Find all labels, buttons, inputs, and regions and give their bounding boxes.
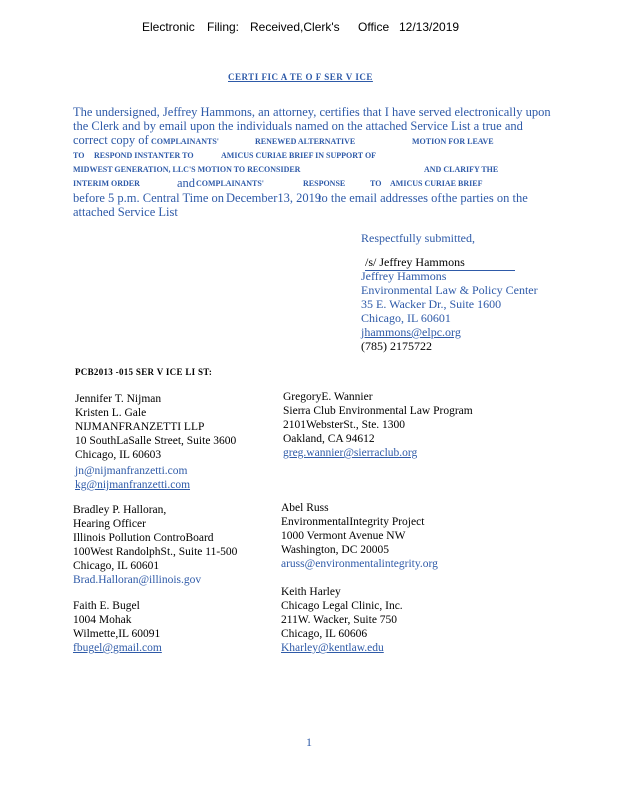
signer-email-link[interactable]: jhammons@elpc.org	[361, 325, 461, 339]
email-link[interactable]: jn@nijmanfranzetti.com	[75, 465, 188, 477]
doc-title-clarify: AND CLARIFY THE	[424, 165, 499, 174]
doc-title-amicus: AMICUS CURIAE BRIEF IN SUPPORT OF	[221, 151, 377, 160]
body-line-8: attached Service List	[73, 205, 178, 219]
email-link[interactable]: greg.wannier@sierraclub.org	[283, 447, 418, 459]
body-line-7-mid: to the email addresses of	[318, 191, 442, 205]
service-entry	[75, 392, 236, 492]
body-line-3-start: correct copy of	[73, 133, 149, 147]
body-line-7-end: the parties on the	[442, 191, 528, 205]
doc-title-interim: INTERIM ORDER	[73, 179, 140, 188]
entry-line: Washington, DC 20005	[281, 544, 390, 556]
doc-title-renewed: RENEWED ALTERNATIVE	[255, 137, 356, 146]
entry-line: GregoryE. Wannier	[283, 391, 373, 403]
entry-line: Chicago, IL 60601	[73, 560, 160, 572]
signer-name: Jeffrey Hammons	[361, 269, 447, 283]
body-date: December13, 2019	[226, 191, 322, 205]
doc-title-to: TO	[73, 151, 85, 160]
service-entry	[73, 599, 162, 655]
email-link[interactable]: aruss@environmentalintegrity.org	[281, 558, 438, 570]
page-number: 1	[306, 735, 312, 749]
entry-line: Chicago Legal Clinic, Inc.	[281, 600, 403, 612]
entry-line: 1000 Vermont Avenue NW	[281, 530, 406, 542]
entry-line: 2101WebsterSt., Ste. 1300	[283, 419, 406, 431]
signer-address-line-2: Chicago, IL 60601	[361, 311, 451, 325]
doc-title-respond: RESPOND INSTANTER TO	[94, 151, 194, 160]
email-link[interactable]: Brad.Halloran@illinois.gov	[73, 574, 202, 586]
header-filing: Filing:	[207, 20, 240, 34]
entry-line: 100West RandolphSt., Suite 11-500	[73, 546, 238, 558]
entry-line: Bradley P. Halloran,	[73, 504, 167, 516]
signer-address-line-1: 35 E. Wacker Dr., Suite 1600	[361, 297, 502, 311]
entry-line: 211W. Wacker, Suite 750	[281, 614, 398, 626]
service-entry	[73, 503, 237, 587]
signature-line: /s/ Jeffrey Hammons	[365, 255, 515, 271]
email-link[interactable]: Kharley@kentlaw.edu	[281, 642, 384, 654]
entry-line: Hearing Officer	[73, 518, 146, 530]
body-line-1: The undersigned, Jeffrey Hammons, an attorney, certifies that I have served electronically upon	[73, 105, 551, 119]
doc-title-midwest: MIDWEST GENERATION, LLC'S MOTION TO RECONSIDER	[73, 165, 301, 174]
entry-line: Jennifer T. Nijman	[75, 393, 162, 405]
entry-line: 1004 Mohak	[73, 614, 132, 626]
signer-phone: (785) 2175722	[361, 339, 432, 353]
entry-line: 10 SouthLaSalle Street, Suite 3600	[75, 435, 237, 447]
signer-organization: Environmental Law & Policy Center	[361, 283, 538, 297]
closing: Respectfully submitted,	[361, 231, 475, 245]
entry-line: NIJMANFRANZETTI LLP	[75, 421, 205, 433]
header-received: Received,Clerk's	[250, 20, 340, 34]
entry-line: EnvironmentalIntegrity Project	[281, 516, 425, 528]
entry-line: Keith Harley	[281, 586, 341, 598]
service-list-heading: PCB2013 -015 SER V ICE LI ST:	[75, 367, 213, 377]
header-date: 12/13/2019	[399, 20, 460, 34]
entry-line: Oakland, CA 94612	[283, 433, 375, 445]
entry-line: Wilmette,IL 60091	[73, 628, 161, 640]
email-link[interactable]: kg@nijmanfranzetti.com	[75, 479, 191, 491]
header-office: Office	[358, 20, 390, 34]
certificate-title: CERTI FIC A TE O F SER V ICE	[228, 72, 373, 82]
doc-title-complainants-2: COMPLAINANTS'	[196, 179, 265, 188]
service-entry	[281, 501, 438, 571]
doc-title-complainants: COMPLAINANTS'	[151, 137, 220, 146]
entry-line: Sierra Club Environmental Law Program	[283, 405, 473, 417]
entry-line: Chicago, IL 60603	[75, 449, 162, 461]
doc-title-amicus-brief: AMICUS CURIAE BRIEF	[390, 179, 483, 188]
header-electronic: Electronic	[142, 20, 195, 34]
doc-title-motion: MOTION FOR LEAVE	[412, 137, 494, 146]
entry-line: Illinois Pollution ControBoard	[73, 532, 214, 544]
body-and: and	[177, 176, 196, 190]
body-line-7-start: before 5 p.m. Central Time on	[73, 191, 225, 205]
entry-line: Kristen L. Gale	[75, 407, 147, 419]
email-link[interactable]: fbugel@gmail.com	[73, 642, 162, 654]
doc-title-response: RESPONSE	[303, 179, 346, 188]
entry-line: Faith E. Bugel	[73, 600, 140, 612]
doc-title-to-2: TO	[370, 179, 382, 188]
service-entry	[281, 585, 403, 655]
body-line-2: the Clerk and by email upon the individuals named on the attached Service List a true and	[73, 119, 523, 133]
entry-line: Abel Russ	[281, 502, 329, 514]
service-entry	[283, 390, 473, 460]
entry-line: Chicago, IL 60606	[281, 628, 368, 640]
